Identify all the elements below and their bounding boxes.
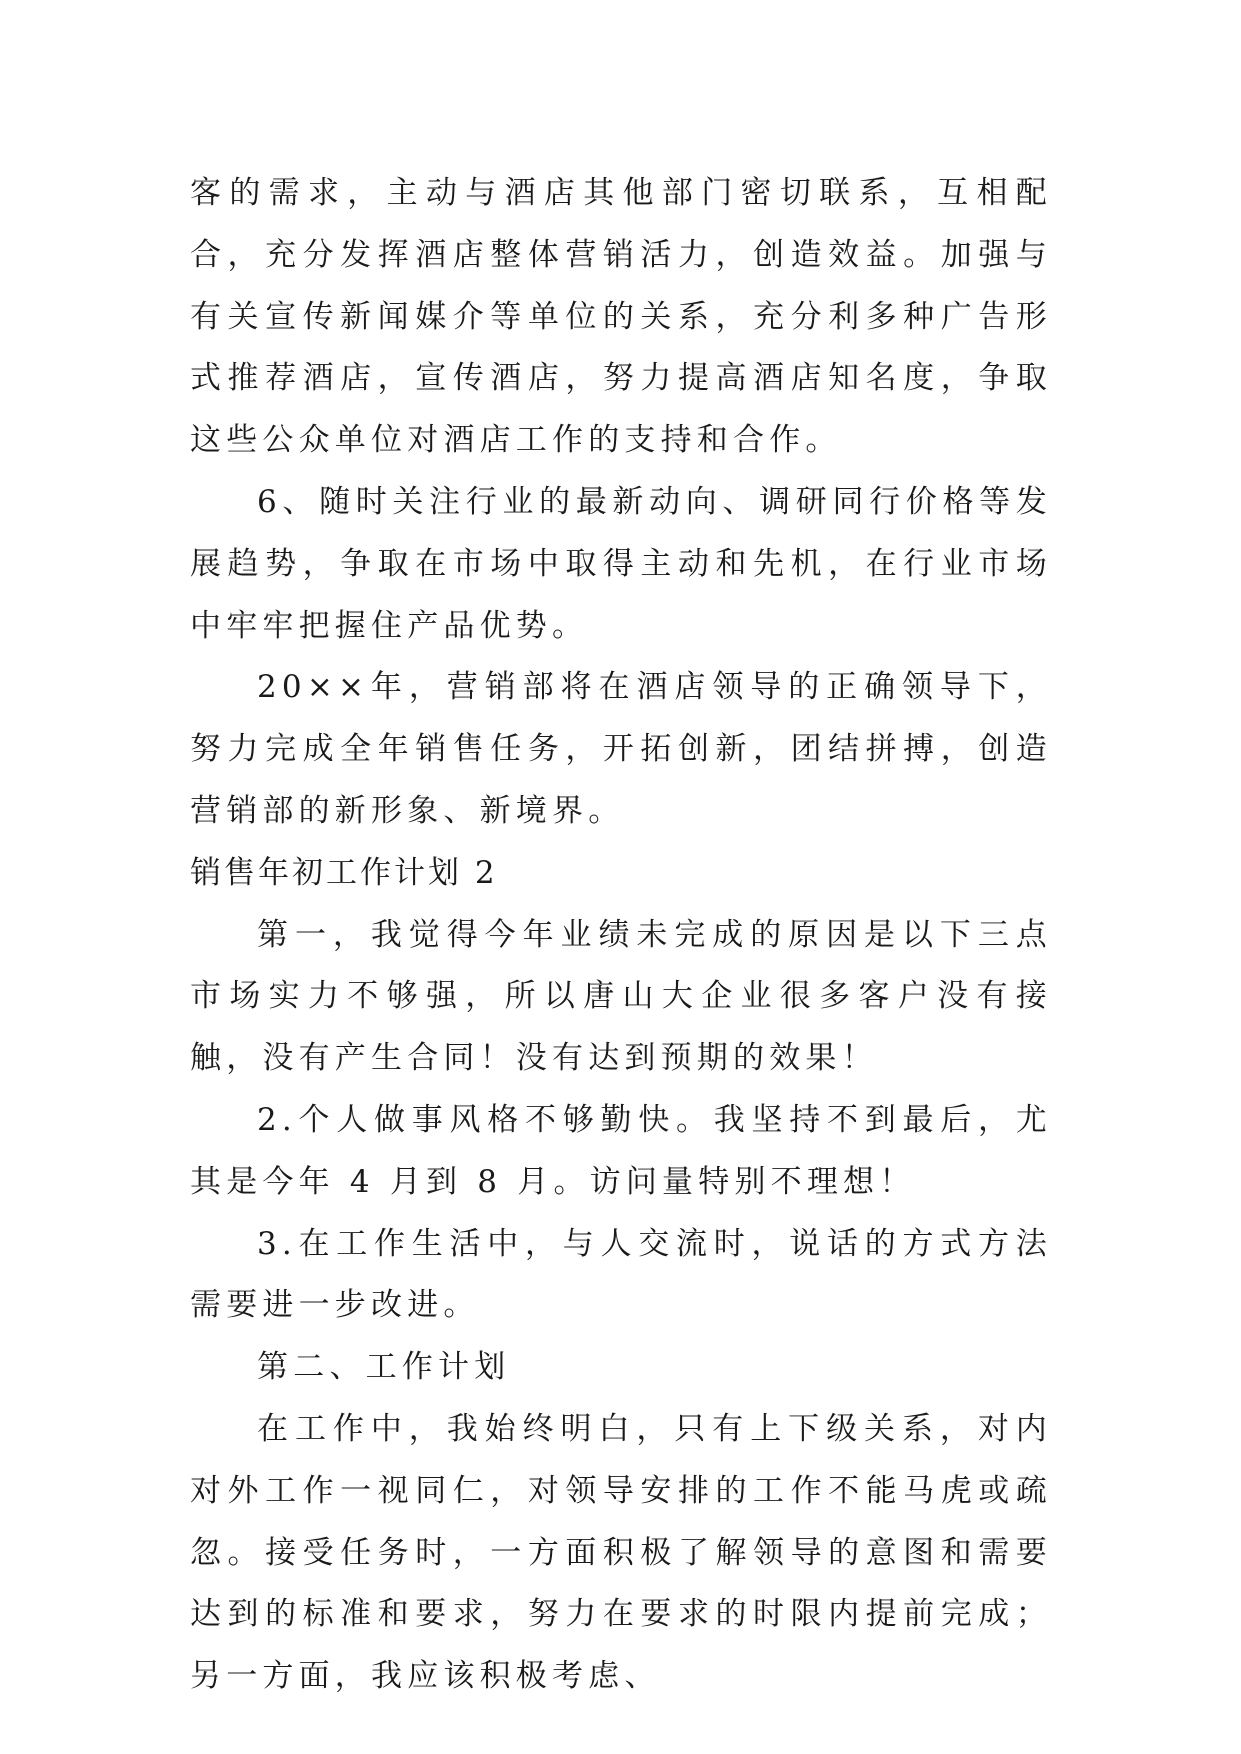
paragraph-point-2: 2.个人做事风格不够勤快。我坚持不到最后，尤其是今年 4 月到 8 月。访问量特别不理想！ — [190, 1101, 1052, 1200]
document-body — [190, 163, 1052, 1708]
paragraph-second-plan-title: 第二、工作计划 — [257, 1349, 511, 1386]
paragraph-customer-needs: 客的需求，主动与酒店其他部门密切联系，互相配合，充分发挥酒店整体营销活力，创造效益。加强与有关宣传新闻媒介等单位的关系，充分利多种广告形式推荐酒店，宣传酒店，努力提高酒店知名度，争取这些公众单位对酒店工作的支持和合作。 — [190, 175, 1052, 459]
paragraph-year-goal: 20××年，营销部将在酒店领导的正确领导下，努力完成全年销售任务，开拓创新，团结拼搏，创造营销部的新形象、新境界。 — [190, 669, 1052, 829]
paragraph-item-6: 6、随时关注行业的最新动向、调研同行价格等发展趋势，争取在市场中取得主动和先机，在行业市场中牢牢把握住产品优势。 — [190, 483, 1052, 644]
paragraph-point-3: 3.在工作生活中，与人交流时，说话的方式方法需要进一步改进。 — [190, 1225, 1052, 1324]
paragraph-work-attitude: 在工作中，我始终明白，只有上下级关系，对内对外工作一视同仁，对领导安排的工作不能马虎或疏忽。接受任务时，一方面积极了解领导的意图和需要达到的标准和要求，努力在要求的时限内提前完成；另一方面，我应该积极考虑、 — [190, 1410, 1052, 1695]
paragraph-first-reason: 第一，我觉得今年业绩未完成的原因是以下三点市场实力不够强，所以唐山大企业很多客户没有接触，没有产生合同！没有达到预期的效果！ — [190, 916, 1052, 1077]
section-heading: 销售年初工作计划 2 — [190, 854, 498, 891]
